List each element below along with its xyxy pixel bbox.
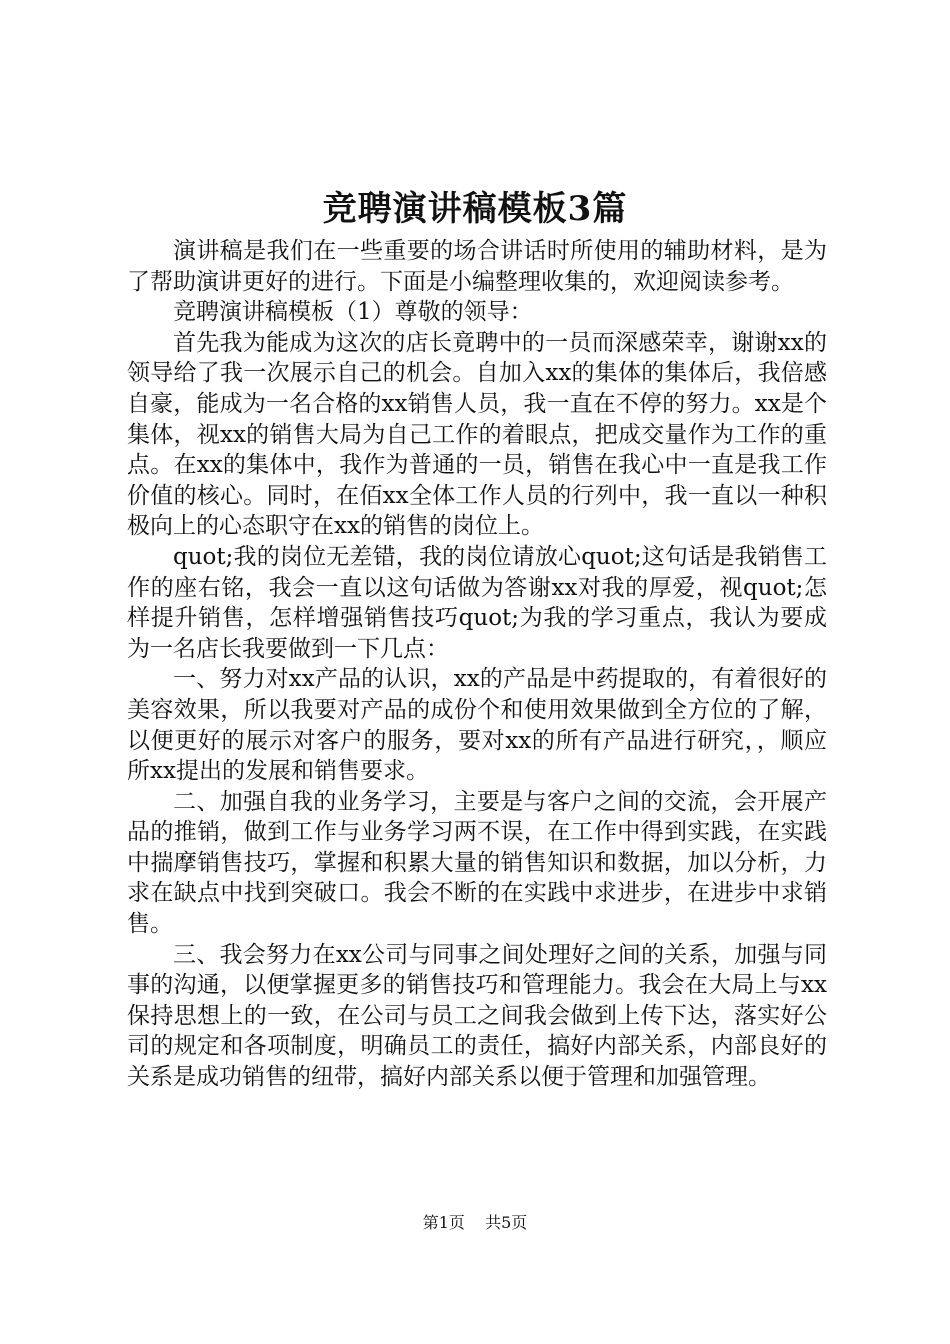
paragraph-intro: 演讲稿是我们在一些重要的场合讲话时所使用的辅助材料，是为了帮助演讲更好的进行。下面是小编整理收集的，欢迎阅读参考。: [127, 238, 827, 295]
paragraph-point-three: 三、我会努力在xx公司与同事之间处理好之间的关系，加强与同事的沟通，以便掌握更多的销售技巧和管理能力。我会在大局上与xx保持思想上的一致，在公司与员工之间我会做到上传下达，落实好公司的规定和各项制度，明确员工的责任，搞好内部关系，内部良好的关系是成功销售的纽带，搞好内部关系以便于管理和加强管理。: [127, 941, 827, 1091]
paragraph-point-one: 一、努力对xx产品的认识，xx的产品是中药提取的，有着很好的美容效果，所以我要对产品的成份个和使用效果做到全方位的了解，以便更好的展示对客户的服务，要对xx的所有产品进行研究，，顺应所xx提出的发展和销售要求。: [127, 666, 827, 785]
page-number: 第1页: [422, 1213, 465, 1232]
paragraph-motto: quot;我的岗位无差错，我的岗位请放心quot;这句话是我销售工作的座右铭，我会一直以这句话做为答谢xx对我的厚爱，视quot;怎样提升销售，怎样增强销售技巧quot;为我的学习重点，我认为要成为一名店长我要做到一下几点：: [127, 543, 827, 662]
document-body: [127, 236, 827, 1093]
total-pages: 共5页: [485, 1213, 528, 1232]
page-footer: [0, 1212, 950, 1234]
document-title: 竞聘演讲稿模板3篇: [322, 189, 628, 229]
paragraph-salutation: 竞聘演讲稿模板（1）尊敬的领导：: [173, 299, 533, 326]
paragraph-opening: 首先我为能成为这次的店长竟聘中的一员而深感荣幸，谢谢xx的领导给了我一次展示自己的机会。自加入xx的集体的集体后，我倍感自豪，能成为一名合格的xx销售人员，我一直在不停的努力。xx是个集体，视xx的销售大局为自己工作的着眼点，把成交量作为工作的重点。在xx的集体中，我作为普通的一员，销售在我心中一直是我工作价值的核心。同时，在佰xx全体工作人员的行列中，我一直以一种积极向上的心态职守在xx的销售的岗位上。: [127, 329, 827, 540]
paragraph-point-two: 二、加强自我的业务学习，主要是与客户之间的交流，会开展产品的推销，做到工作与业务学习两不误，在工作中得到实践，在实践中揣摩销售技巧，掌握和积累大量的销售知识和数据，加以分析，力求在缺点中找到突破口。我会不断的在实践中求进步，在进步中求销售。: [127, 788, 827, 938]
